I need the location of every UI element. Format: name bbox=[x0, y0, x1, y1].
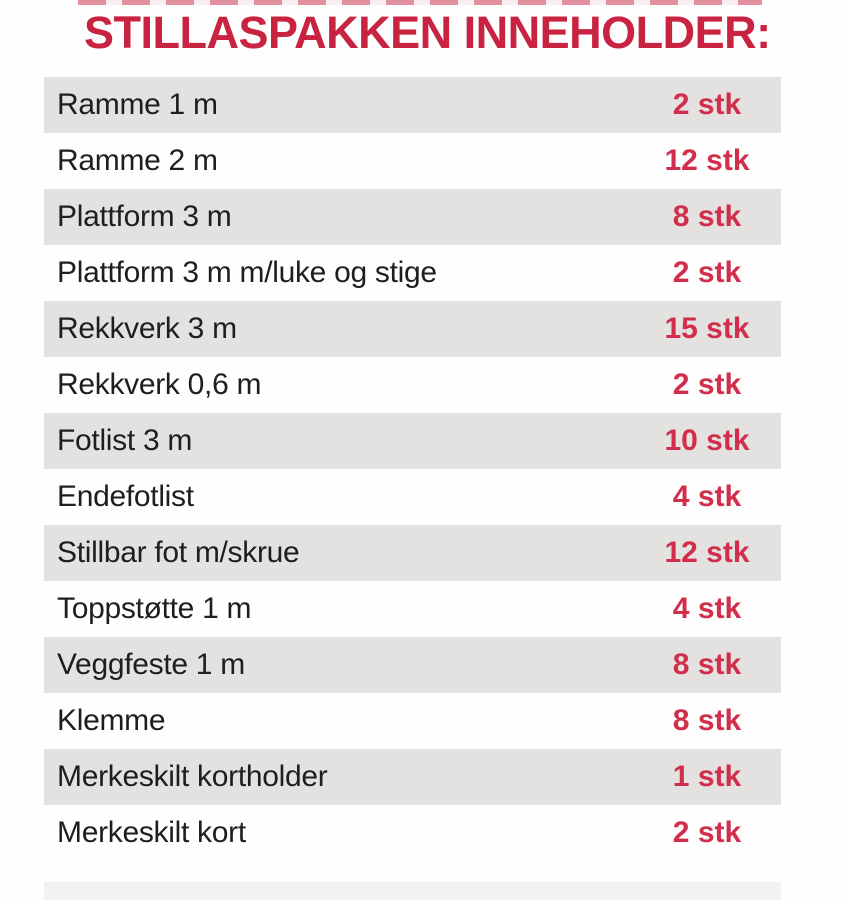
item-name: Plattform 3 m m/luke og stige bbox=[57, 256, 437, 289]
table-row bbox=[44, 413, 781, 469]
item-quantity: 8 stk bbox=[672, 200, 742, 233]
table-row bbox=[44, 245, 781, 301]
table-row bbox=[44, 693, 781, 749]
item-name: Endefotlist bbox=[57, 480, 194, 513]
table-row bbox=[44, 581, 781, 637]
item-name: Veggfeste 1 m bbox=[57, 648, 245, 681]
contents-table bbox=[44, 77, 781, 861]
table-row bbox=[44, 805, 781, 861]
cropped-text-top-edge bbox=[78, 0, 762, 5]
item-quantity: 12 stk bbox=[664, 536, 750, 569]
item-quantity: 1 stk bbox=[672, 760, 742, 793]
item-name: Merkeskilt kort bbox=[57, 816, 246, 849]
item-quantity: 4 stk bbox=[672, 592, 742, 625]
item-name: Stillbar fot m/skrue bbox=[57, 536, 300, 569]
item-name: Ramme 1 m bbox=[57, 88, 218, 121]
item-name: Rekkverk 3 m bbox=[57, 312, 237, 345]
item-quantity: 2 stk bbox=[672, 256, 742, 289]
table-row bbox=[44, 469, 781, 525]
table-row bbox=[44, 637, 781, 693]
item-quantity: 10 stk bbox=[664, 424, 750, 457]
item-quantity: 15 stk bbox=[664, 312, 750, 345]
table-row bbox=[44, 133, 781, 189]
item-quantity: 2 stk bbox=[672, 88, 742, 121]
table-row bbox=[44, 301, 781, 357]
table-row bbox=[44, 189, 781, 245]
item-quantity: 2 stk bbox=[672, 816, 742, 849]
item-name: Rekkverk 0,6 m bbox=[57, 368, 262, 401]
item-quantity: 2 stk bbox=[672, 368, 742, 401]
item-name: Toppstøtte 1 m bbox=[57, 592, 252, 625]
item-name: Ramme 2 m bbox=[57, 144, 218, 177]
item-name: Fotlist 3 m bbox=[57, 424, 193, 457]
item-quantity: 12 stk bbox=[664, 144, 750, 177]
table-row bbox=[44, 749, 781, 805]
page-title: STILLASPAKKEN INNEHOLDER: bbox=[84, 7, 771, 58]
table-row bbox=[44, 357, 781, 413]
cropped-next-row-bottom bbox=[44, 882, 781, 900]
table-row bbox=[44, 525, 781, 581]
item-name: Klemme bbox=[57, 704, 166, 737]
item-name: Plattform 3 m bbox=[57, 200, 232, 233]
item-quantity: 8 stk bbox=[672, 648, 742, 681]
item-quantity: 4 stk bbox=[672, 480, 742, 513]
item-quantity: 8 stk bbox=[672, 704, 742, 737]
item-name: Merkeskilt kortholder bbox=[57, 760, 328, 793]
table-row bbox=[44, 77, 781, 133]
